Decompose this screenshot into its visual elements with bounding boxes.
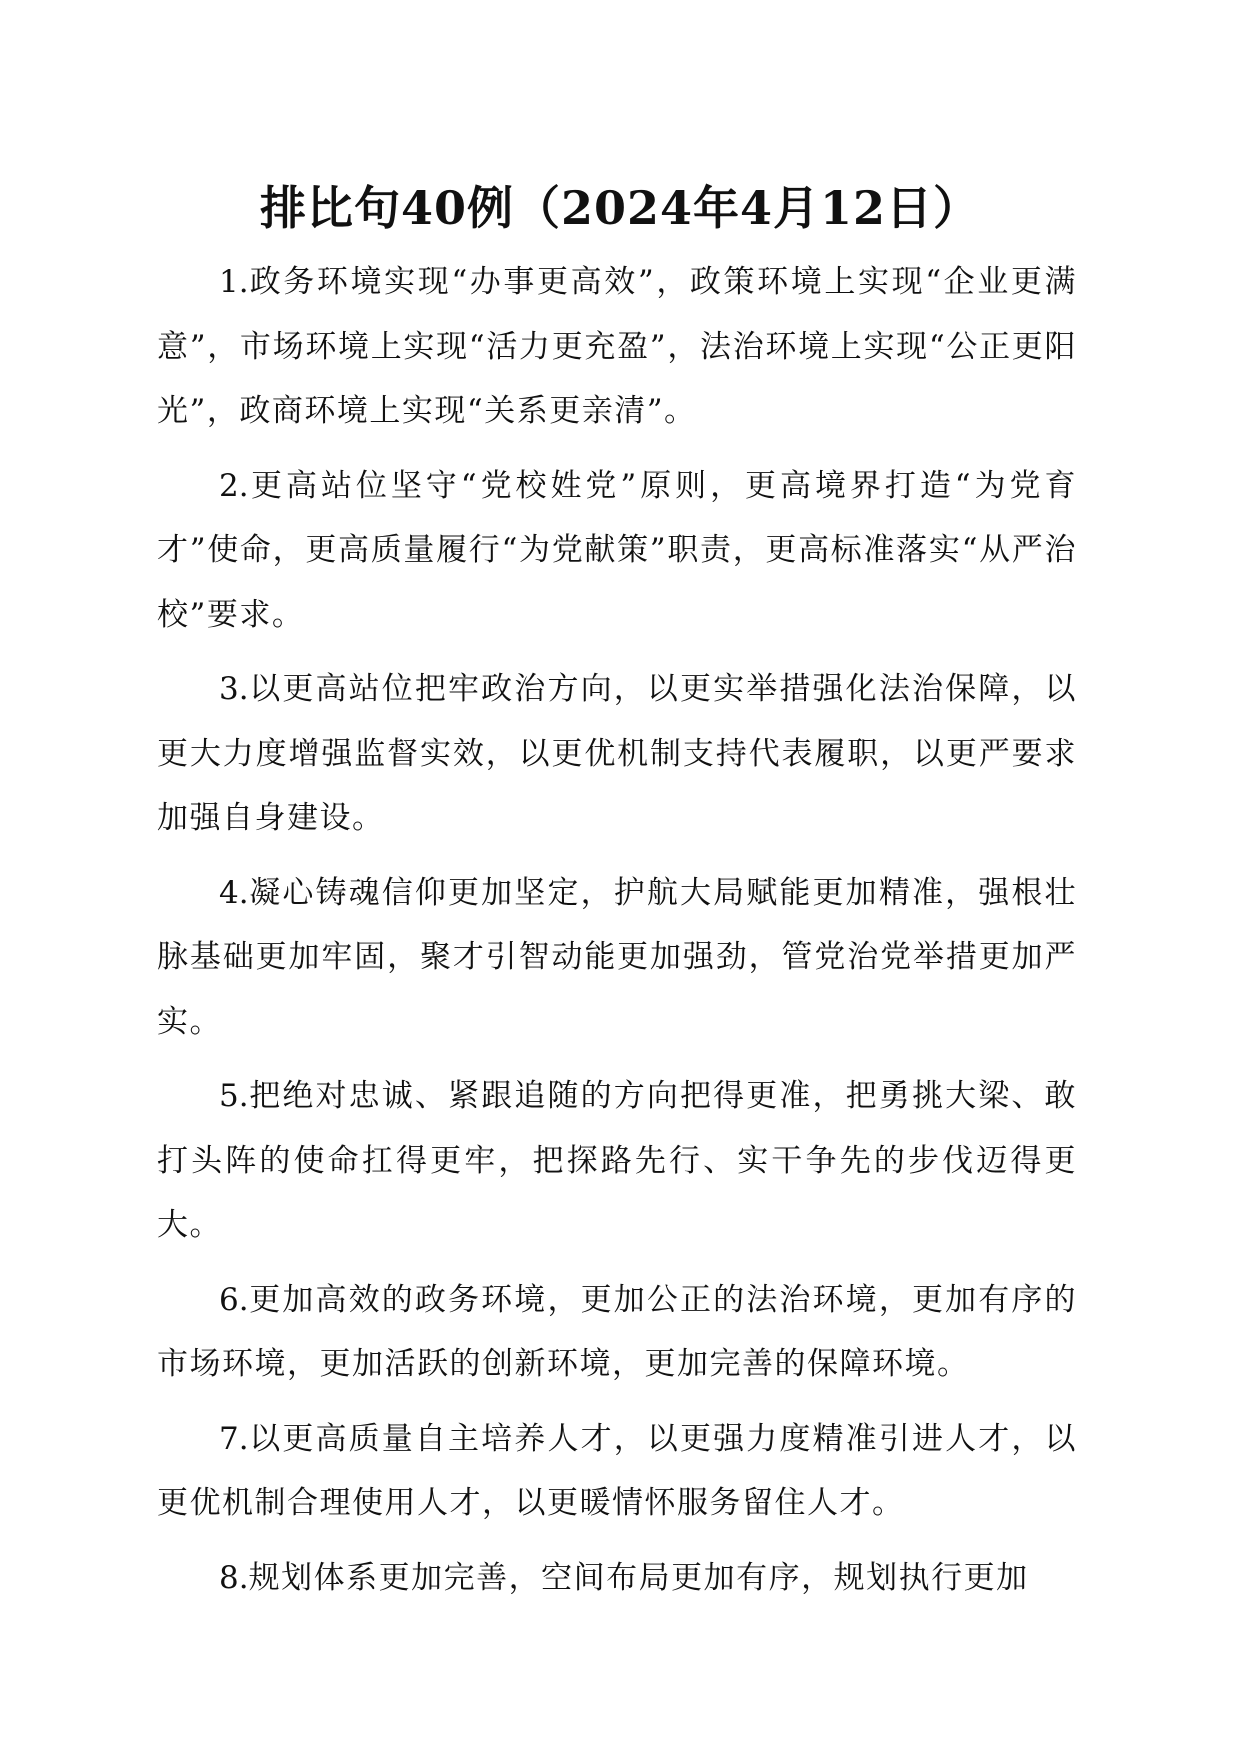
paragraph-1 xyxy=(157,250,1077,444)
paragraph-text: 更加高效的政务环境，更加公正的法治环境，更加有序的市场环境，更加活跃的创新环境，更加完善的保障环境。 xyxy=(157,1281,1077,1382)
paragraph-number: 5. xyxy=(219,1078,249,1114)
paragraph-number: 6. xyxy=(219,1281,249,1318)
paragraph-4 xyxy=(157,861,1077,1055)
paragraph-text: 以更高站位把牢政治方向，以更实举措强化法治保障，以更大力度增强监督实效，以更优机制支持代表履职，以更严要求加强自身建设。 xyxy=(157,671,1077,836)
document-body xyxy=(157,250,1077,1620)
paragraph-text: 以更高质量自主培养人才，以更强力度精准引进人才，以更优机制合理使用人才，以更暖情怀服务留住人才。 xyxy=(157,1420,1077,1521)
paragraph-2 xyxy=(157,454,1077,648)
paragraph-number: 2. xyxy=(219,467,249,504)
paragraph-text: 政务环境实现“办事更高效”，政策环境上实现“企业更满意”，市场环境上实现“活力更充盈”，法治环境上实现“公正更阳光”，政商环境上实现“关系更亲清”。 xyxy=(157,264,1077,429)
paragraph-6 xyxy=(157,1268,1077,1397)
paragraph-text: 把绝对忠诚、紧跟追随的方向把得更准，把勇挑大梁、敢打头阵的使命扛得更牢，把探路先行、实干争先的步伐迈得更大。 xyxy=(157,1078,1077,1243)
paragraph-3 xyxy=(157,657,1077,851)
paragraph-number: 3. xyxy=(219,671,249,707)
paragraph-8 xyxy=(157,1546,1077,1611)
document-title: 排比句40例（2024年4月12日） xyxy=(259,181,981,235)
paragraph-number: 1. xyxy=(219,264,249,300)
paragraph-number: 7. xyxy=(219,1420,249,1457)
paragraph-number: 8. xyxy=(219,1559,249,1596)
paragraph-text: 更高站位坚守“党校姓党”原则，更高境界打造“为党育才”使命，更高质量履行“为党献策”职责，更高标准落实“从严治校”要求。 xyxy=(157,467,1077,633)
paragraph-number: 4. xyxy=(219,874,249,911)
paragraph-7 xyxy=(157,1407,1077,1536)
paragraph-text: 规划体系更加完善，空间布局更加有序，规划执行更加 xyxy=(248,1559,1029,1596)
paragraph-text: 凝心铸魂信仰更加坚定，护航大局赋能更加精准，强根壮脉基础更加牢固，聚才引智动能更加强劲，管党治党举措更加严实。 xyxy=(157,874,1077,1040)
paragraph-5 xyxy=(157,1064,1077,1258)
